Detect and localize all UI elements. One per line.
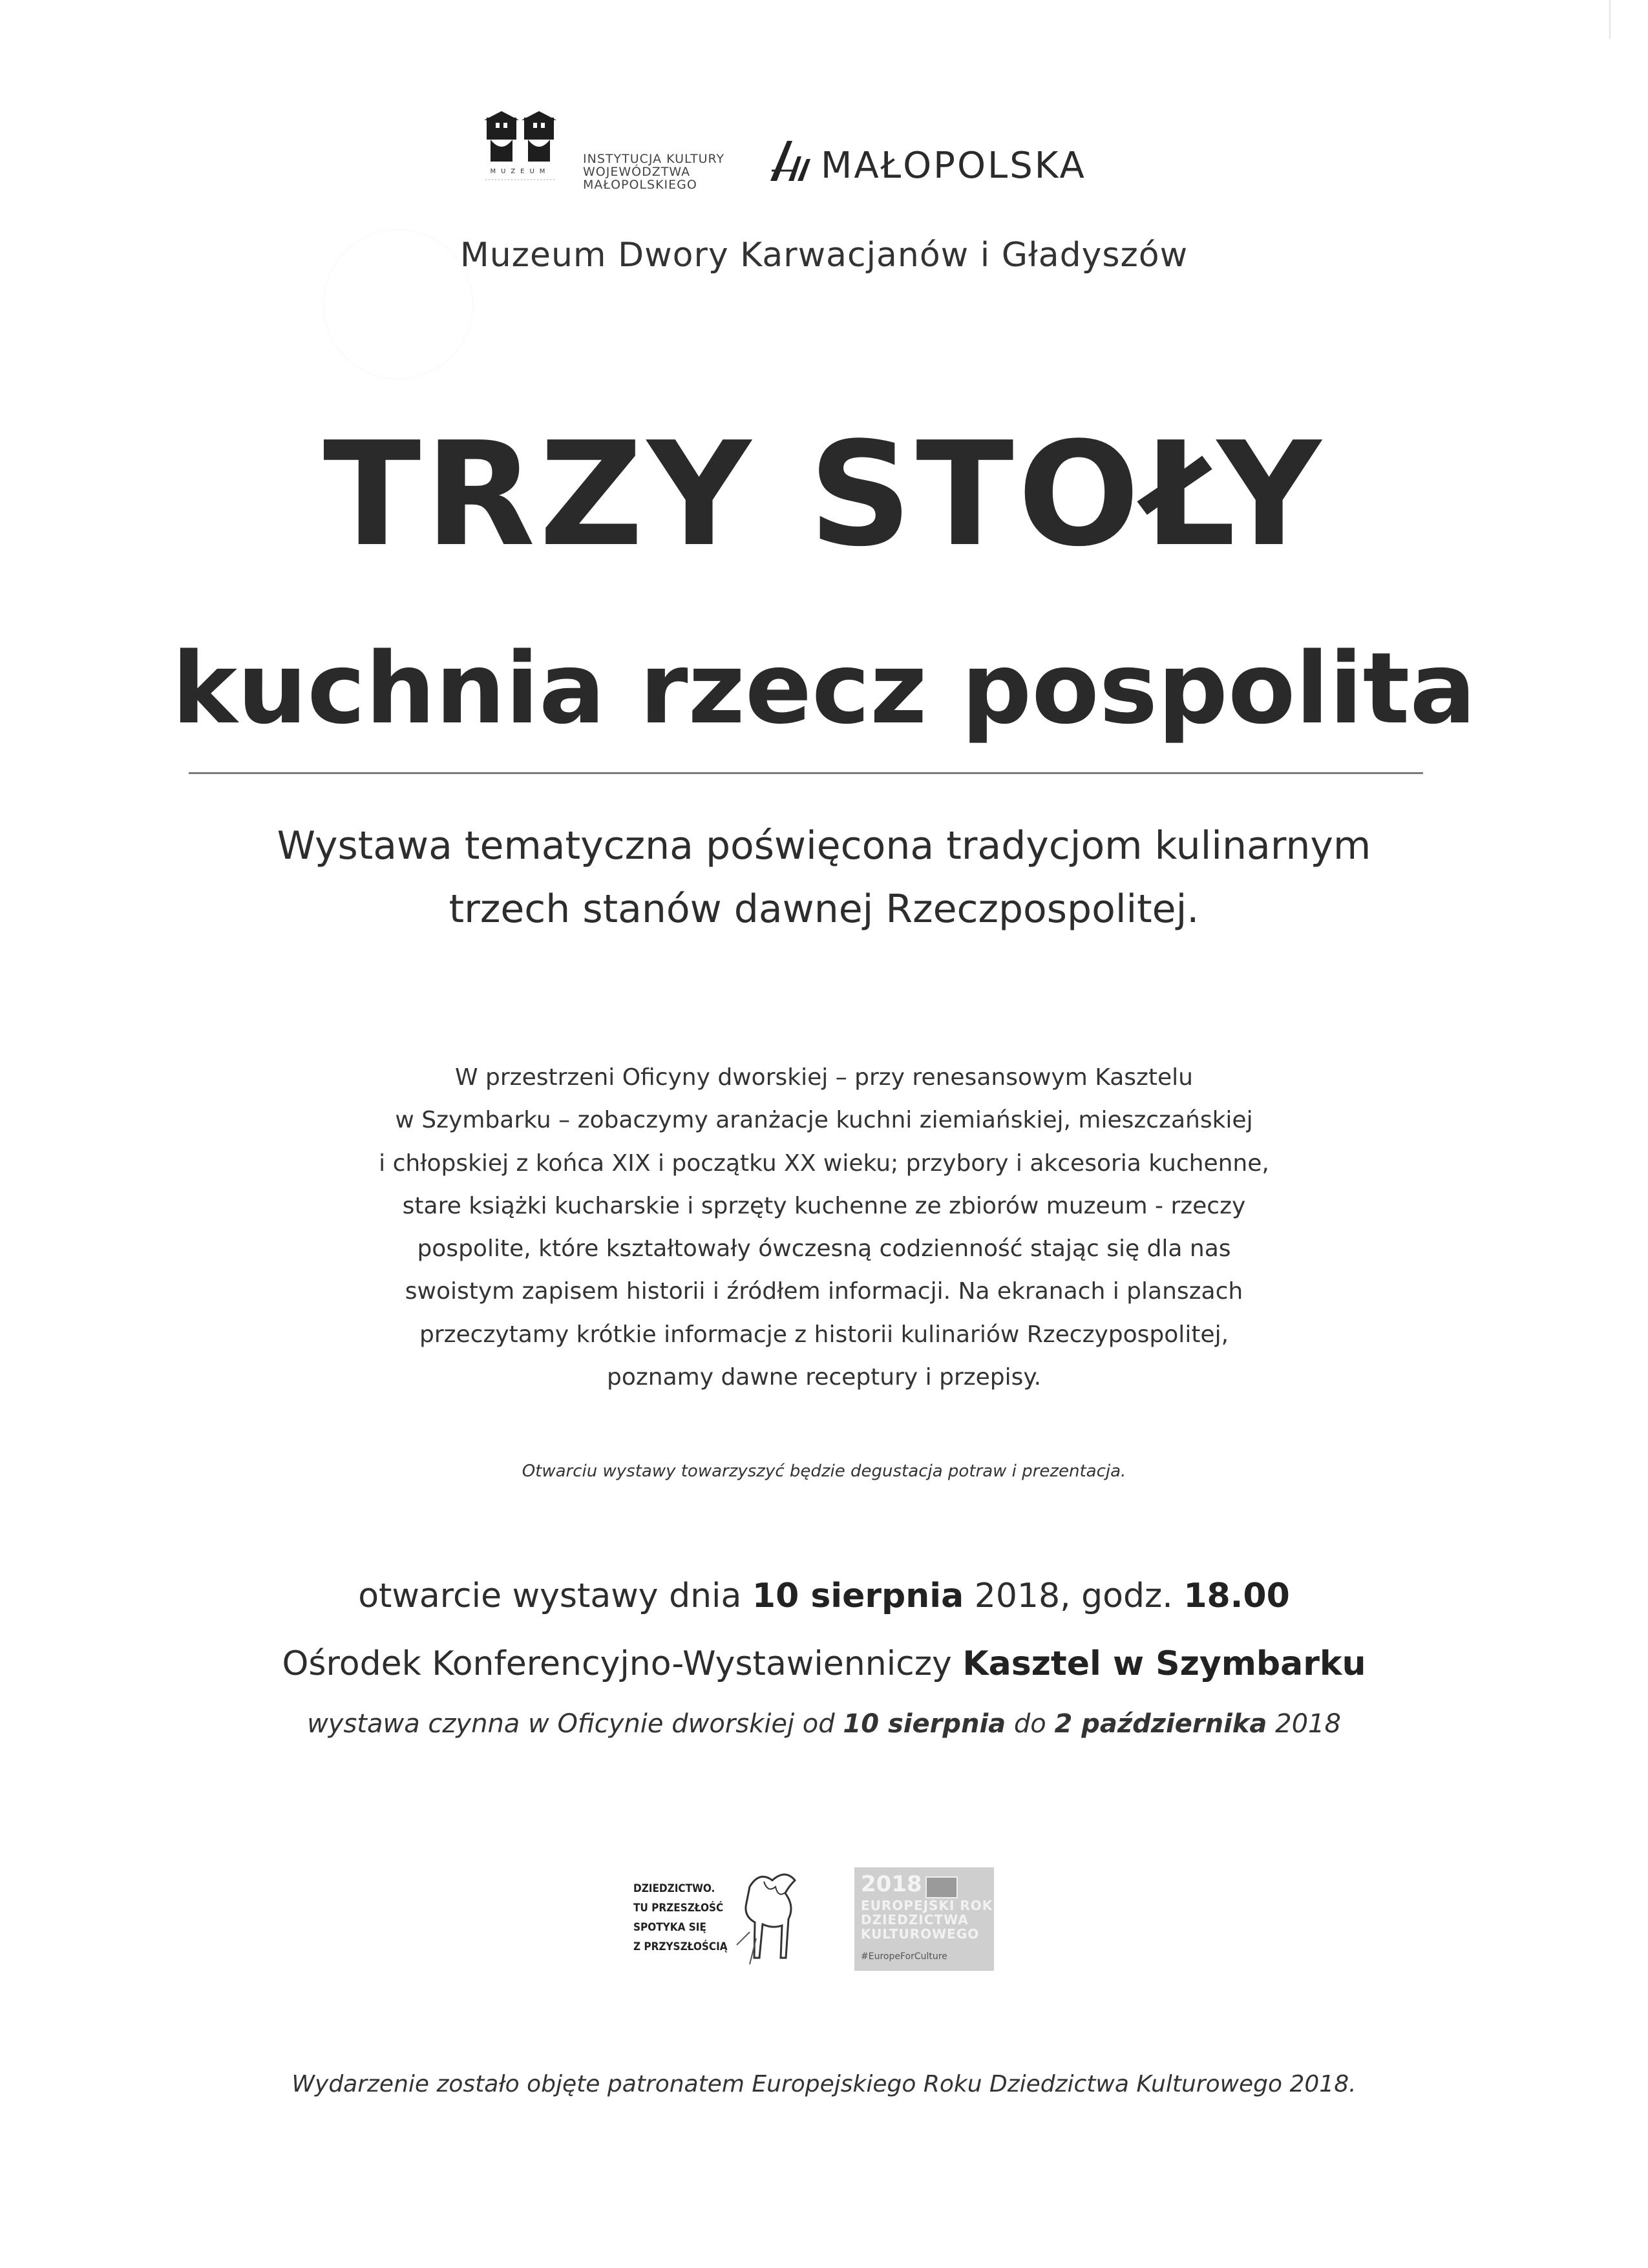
heritage-line: DZIEDZICTWO. <box>633 1882 715 1895</box>
institution-line: INSTYTUCJA KULTURY <box>583 152 725 166</box>
pegasus-icon <box>724 1867 808 1974</box>
exhibition-subtitle: kuchnia rzecz pospolita <box>172 631 1476 746</box>
exhibition-title: TRZY STOŁY <box>322 412 1326 578</box>
museum-logo <box>481 111 559 184</box>
eych-year: 2018 <box>861 1871 922 1897</box>
eych-line: KULTUROWEGO <box>861 1926 980 1942</box>
heritage-line: SPOTYKA SIĘ <box>633 1921 706 1934</box>
patronage-note: Wydarzenie zostało objęte patronatem Europejskiego Roku Dziedzictwa Kulturowego 2018. <box>291 2071 1357 2097</box>
heritage-line: Z PRZYSZŁOŚCIĄ <box>633 1940 728 1953</box>
duration-prefix: wystawa czynna w Oficynie dworskiej od <box>307 1709 843 1739</box>
duration-year: 2018 <box>1267 1709 1341 1739</box>
description-line: stare książki kucharskie i sprzęty kuchenne ze zbiorów muzeum - rzeczy <box>402 1192 1246 1219</box>
venue-name: Kasztel w Szymbarku <box>962 1644 1366 1683</box>
title-divider <box>189 772 1423 774</box>
institution-label <box>583 152 724 191</box>
duration-middle: do <box>1006 1709 1055 1739</box>
tagline-line: Wystawa tematyczna poświęcona tradycjom kulinarnym <box>277 823 1371 868</box>
duration-info <box>0 1709 1648 1739</box>
opening-date: 10 sierpnia <box>752 1577 964 1615</box>
heritage-slogan <box>633 1879 728 1957</box>
eych-2018-logo <box>854 1867 994 1971</box>
exhibition-description <box>336 1056 1312 1399</box>
institution-line: MAŁOPOLSKIEGO <box>583 178 697 192</box>
malopolska-wordmark: MAŁOPOLSKA <box>821 145 1086 187</box>
description-line: poznamy dawne receptury i przepisy. <box>606 1364 1042 1391</box>
description-line: swoistym zapisem historii i źródłem informacji. Na ekranach i planszach <box>405 1278 1243 1305</box>
tasting-note: Otwarciu wystawy towarzyszyć będzie degustacja potraw i prezentacja. <box>522 1462 1126 1481</box>
opening-time: 18.00 <box>1183 1577 1290 1615</box>
opening-year-label: 2018, godz. <box>964 1577 1184 1615</box>
malopolska-mark-icon <box>769 140 814 182</box>
description-line: w Szymbarku – zobaczymy aranżacje kuchni ziemiańskiej, mieszczańskiej <box>395 1107 1253 1134</box>
malopolska-logo <box>769 136 1092 187</box>
opening-info <box>0 1577 1648 1615</box>
eych-title <box>861 1898 993 1941</box>
heritage-logo <box>633 1867 808 1974</box>
eych-line: EUROPEJSKI ROK <box>861 1898 993 1913</box>
exhibition-tagline <box>0 814 1648 941</box>
manor-houses-icon <box>481 111 559 184</box>
venue-prefix: Ośrodek Konferencyjno-Wystawienniczy <box>282 1644 963 1683</box>
description-line: W przestrzeni Oficyny dworskiej – przy renesansowym Kasztelu <box>454 1064 1193 1091</box>
opening-prefix: otwarcie wystawy dnia <box>358 1577 752 1615</box>
venue-info <box>0 1644 1648 1683</box>
description-line: i chłopskiej z końca XIX i początku XX wieku; przybory i akcesoria kuchenne, <box>379 1150 1269 1177</box>
museum-logo-text: MUZEUM <box>490 168 551 175</box>
eych-hashtag: #EuropeForCulture <box>861 1951 947 1962</box>
scan-edge-mark <box>1609 0 1611 39</box>
heritage-line: TU PRZESZŁOŚĆ <box>633 1902 724 1915</box>
description-line: pospolite, które kształtowały ówczesną codzienność stając się dla nas <box>417 1235 1231 1263</box>
tagline-line: trzech stanów dawnej Rzeczpospolitej. <box>449 887 1199 932</box>
eu-flag-icon <box>925 1876 958 1898</box>
institution-line: WOJEWÓDZTWA <box>583 165 691 179</box>
description-line: przeczytamy krótkie informacje z historii kulinariów Rzeczypospolitej, <box>419 1321 1229 1348</box>
duration-end: 2 października <box>1054 1709 1267 1739</box>
eych-line: DZIEDZICTWA <box>861 1912 969 1927</box>
museum-name: Muzeum Dwory Karwacjanów i Gładyszów <box>460 236 1188 275</box>
duration-start: 10 sierpnia <box>843 1709 1006 1739</box>
